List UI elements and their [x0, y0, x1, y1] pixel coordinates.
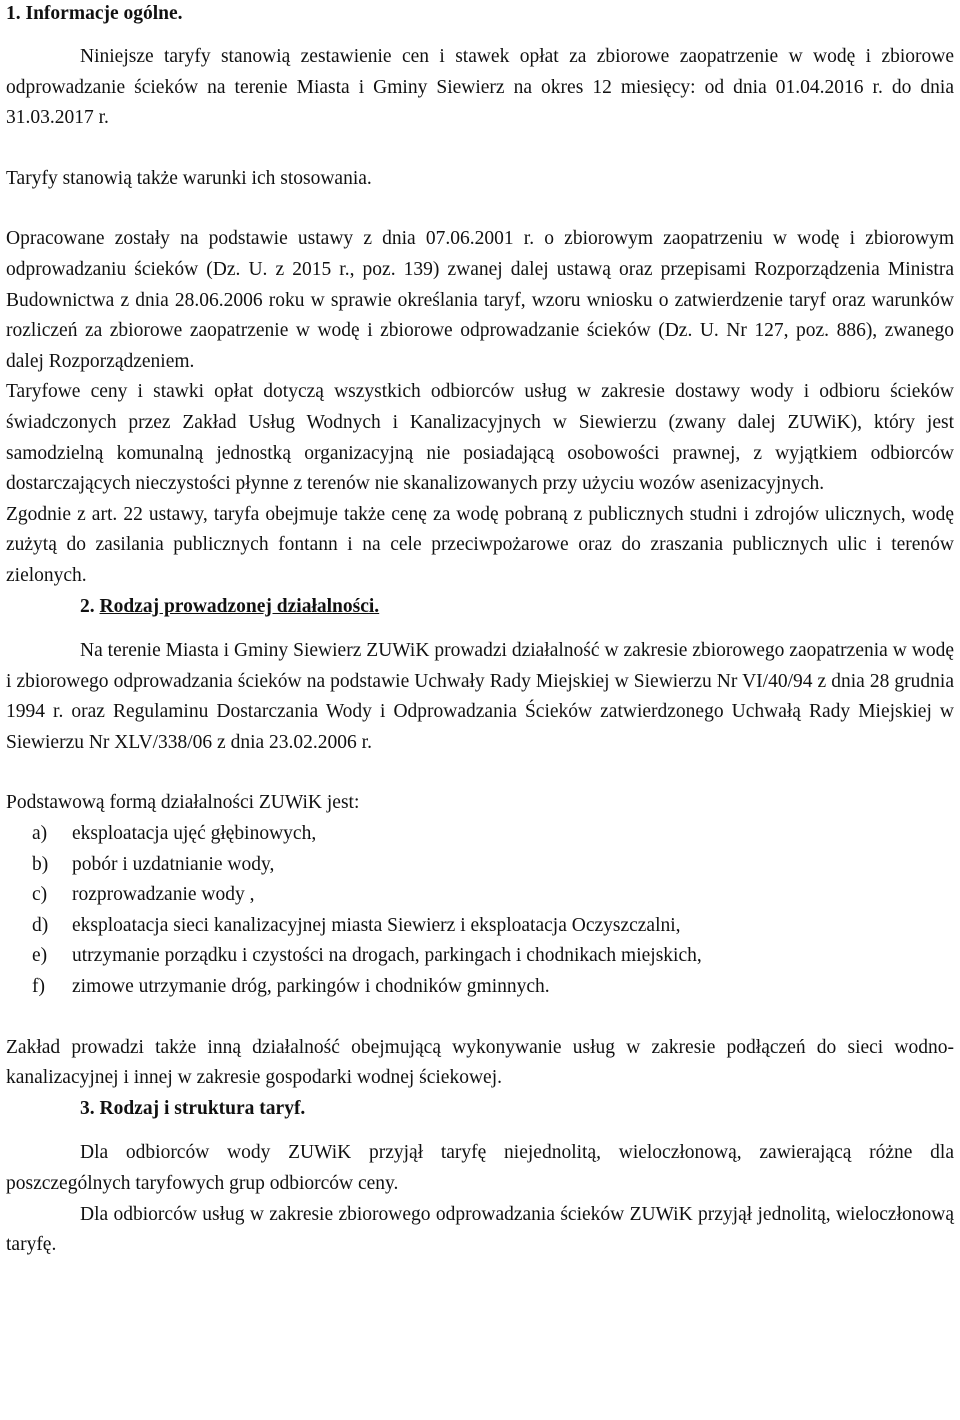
- list-marker: b): [32, 853, 49, 875]
- section-2-heading-number: 2.: [80, 595, 100, 617]
- section-2-paragraph-1: Na terenie Miasta i Gminy Siewierz ZUWiK prowadzi działalność w zakresie zbiorowego zaopatrzenia w wodę i zbiorowego odprowadzania ścieków na podstawie Uchwały Rady Miejskiej w Siewierzu Nr VI/40/94 z dnia 28 grudnia 1994 r. oraz Regulaminu Dostarczania Wody i Odprowadzania Ścieków zatwierdzonego Uchwałą Rady Miejskiej w Siewierzu Nr XLV/338/06 z dnia 23.02.2006 r.: [6, 640, 954, 753]
- list-marker: a): [32, 823, 48, 845]
- list-item-text: pobór i uzdatnianie wody,: [72, 853, 275, 875]
- list-item: [6, 819, 954, 850]
- list-item-text: eksploatacja ujęć głębinowych,: [72, 823, 317, 845]
- list-marker: e): [32, 945, 48, 967]
- section-1-paragraph-1: Niniejsze taryfy stanowią zestawienie cen i stawek opłat za zbiorowe zaopatrzenie w wodę i zbiorowe odprowadzanie ścieków na terenie Miasta i Gminy Siewierz na okres 12 miesięcy: od dnia 01.04.2016 r. do dnia 31.03.2017 r.: [6, 46, 954, 129]
- section-1-paragraph-2: Taryfy stanowią także warunki ich stosowania.: [6, 167, 372, 189]
- section-2-heading: [6, 592, 954, 623]
- list-item-text: rozprowadzanie wody ,: [72, 884, 255, 906]
- list-marker: d): [32, 914, 49, 936]
- list-item: [6, 911, 954, 942]
- section-2-list-intro: Podstawową formą działalności ZUWiK jest:: [6, 792, 360, 814]
- list-item-text: utrzymanie porządku i czystości na drogach, parkingach i chodnikach miejskich,: [72, 945, 702, 967]
- list-item-text: zimowe utrzymanie dróg, parkingów i chodników gminnych.: [72, 976, 550, 998]
- section-1-paragraph-5: Zgodnie z art. 22 ustawy, taryfa obejmuje także cenę za wodę pobraną z publicznych studni i zdrojów ulicznych, wodę zużytą do zasilania publicznych fontann i na cele przeciwpożarowe oraz do zraszania publicznych ulic i terenów zielonych.: [6, 503, 954, 586]
- section-2-paragraph-2: Zakład prowadzi także inną działalność obejmującą wykonywanie usług w zakresie podłączeń do sieci wodno-kanalizacyjnej i innej w zakresie gospodarki wodnej ściekowej.: [6, 1036, 954, 1089]
- list-item: [6, 972, 954, 1003]
- section-1-paragraph-3: Opracowane zostały na podstawie ustawy z dnia 07.06.2001 r. o zbiorowym zaopatrzeniu w wodę i zbiorowym odprowadzaniu ścieków (Dz. U. z 2015 r., poz. 139) zwanej dalej ustawą oraz przepisami Rozporządzenia Ministra Budownictwa z dnia 28.06.2006 roku w sprawie określania taryf, wzoru wniosku o zatwierdzenie taryf oraz warunków rozliczeń za zbiorowe zaopatrzenie w wodę i zbiorowe odprowadzanie ścieków (Dz. U. Nr 127, poz. 886), zwanego dalej Rozporządzeniem.: [6, 228, 954, 372]
- section-3-paragraph-2: Dla odbiorców usług w zakresie zbiorowego odprowadzania ścieków ZUWiK przyjął jednolitą, wieloczłonową taryfę.: [6, 1203, 954, 1256]
- section-3-paragraph-1: Dla odbiorców wody ZUWiK przyjął taryfę niejednolitą, wieloczłonową, zawierającą różne dla poszczególnych taryfowych grup odbiorców ceny.: [6, 1142, 954, 1194]
- list-item: [6, 880, 954, 911]
- section-2-heading-text: Rodzaj prowadzonej działalności.: [99, 595, 380, 617]
- list-marker: f): [32, 976, 45, 998]
- list-item: [6, 941, 954, 972]
- section-1-heading: 1. Informacje ogólne.: [6, 3, 183, 24]
- activity-list: [6, 819, 954, 1003]
- list-marker: c): [32, 884, 48, 906]
- section-1-paragraph-4: Taryfowe ceny i stawki opłat dotyczą wszystkich odbiorców usług w zakresie dostawy wody i odbioru ścieków świadczonych przez Zakład Usług Wodnych i Kanalizacyjnych w Siewierzu (zwany dalej ZUWiK), który jest samodzielną komunalną jednostką organizacyjną nie posiadającą osobowości prawnej, z wyjątkiem odbiorców dostarczających nieczystości płynne z terenów nie skanalizowanych przy użyciu wozów asenizacyjnych.: [6, 381, 954, 495]
- list-item: [6, 850, 954, 881]
- list-item-text: eksploatacja sieci kanalizacyjnej miasta Siewierz i eksploatacja Oczyszczalni,: [72, 914, 681, 936]
- document-page: [6, 0, 954, 1261]
- section-3-heading: 3. Rodzaj i struktura taryf.: [80, 1097, 306, 1119]
